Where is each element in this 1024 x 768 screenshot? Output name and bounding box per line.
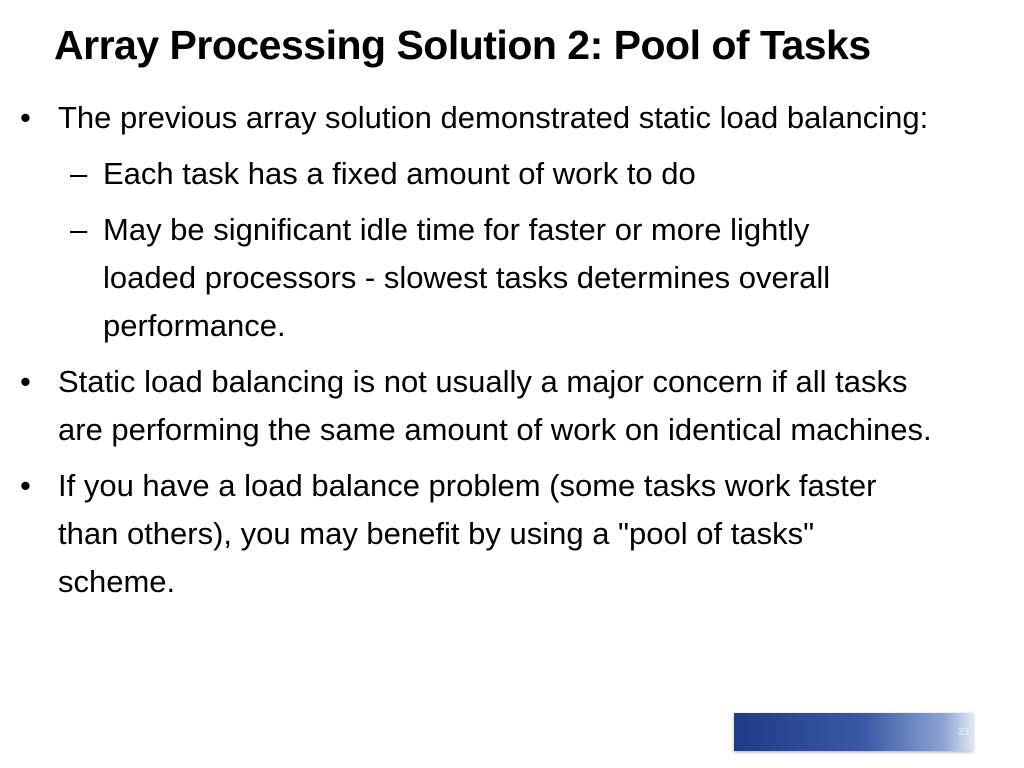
slide-title: Array Processing Solution 2: Pool of Tasks xyxy=(54,22,871,68)
bullet-item xyxy=(0,462,938,606)
dash-icon: – xyxy=(70,156,88,191)
bullet-item xyxy=(0,94,938,142)
sub-bullet-item xyxy=(0,206,863,350)
bullet-text: Static load balancing is not usually a major concern if all tasks are performing the same amount of work on identical machines. xyxy=(58,364,932,447)
bullet-text: If you have a load balance problem (some tasks work faster than others), you may benefit by using a "pool of tasks" scheme. xyxy=(58,468,877,599)
sub-bullet-item xyxy=(0,150,863,198)
bullet-icon: • xyxy=(20,100,31,135)
sub-bullet-text: May be significant idle time for faster or more lightly loaded processors - slowest tasks determines overall performance. xyxy=(103,212,831,343)
bullet-text: The previous array solution demonstrated static load balancing: xyxy=(58,100,929,135)
slide-content xyxy=(0,94,1000,614)
bullet-icon: • xyxy=(20,364,31,399)
bullet-icon: • xyxy=(20,468,31,503)
sub-bullet-text: Each task has a fixed amount of work to do xyxy=(103,156,696,191)
dash-icon: – xyxy=(70,212,88,247)
page-number: 23 xyxy=(958,726,969,738)
bullet-item xyxy=(0,358,938,454)
footer-bar xyxy=(734,713,973,751)
